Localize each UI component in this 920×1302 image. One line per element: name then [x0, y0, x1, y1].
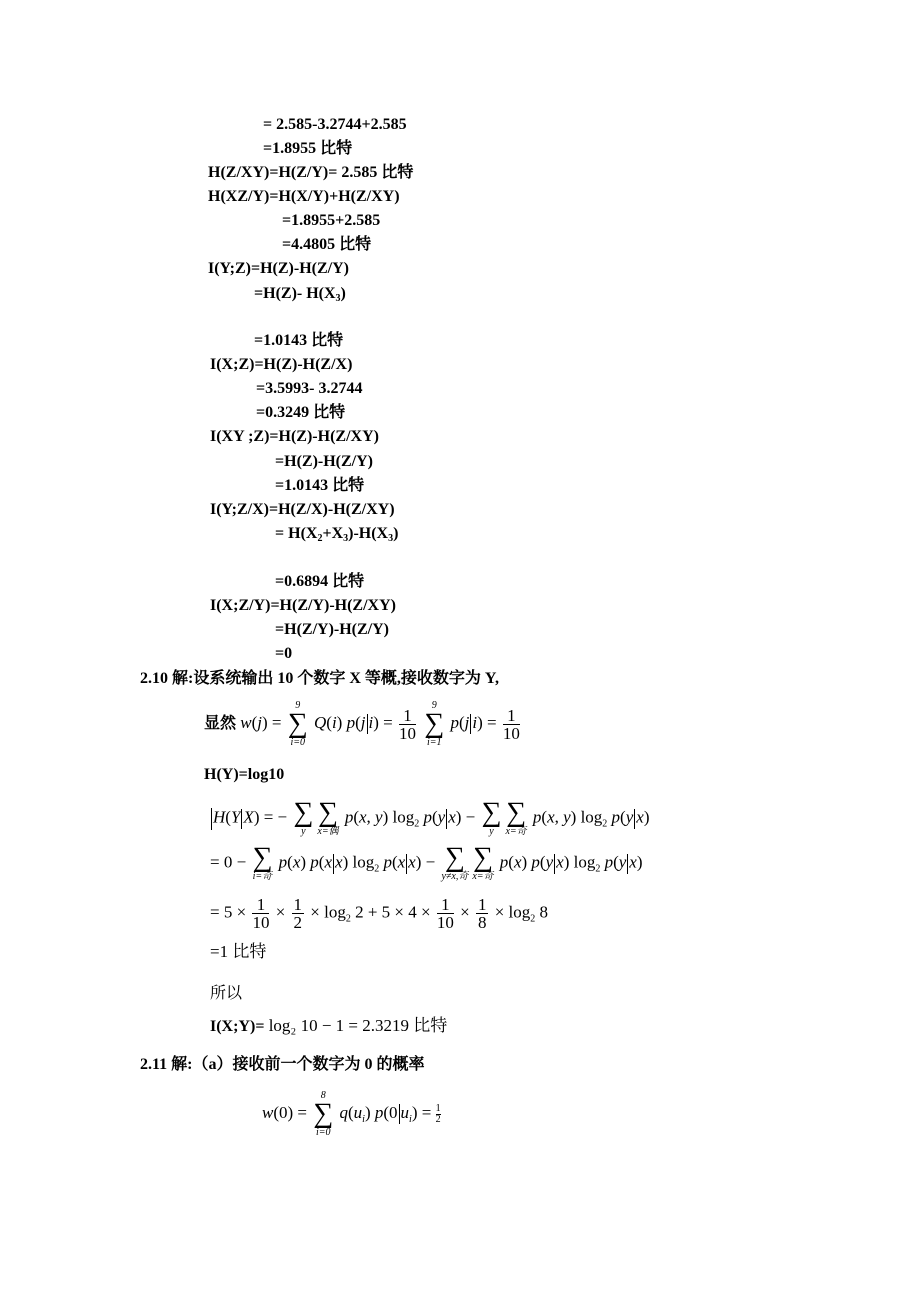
fraction: $\frac{1}{10}$ [398, 705, 416, 743]
formula-w-j: 显然 w(j) = 9 ∑ i=0 Q(i) p(j i) = $\frac{1}{10}$ 9 ∑ i=1 p(j i) = $\frac{1}{10}$ [204, 700, 520, 748]
fraction: $\frac{1}{10}$ [502, 705, 520, 743]
line-15: =1.0143 比特 [275, 477, 365, 494]
line-1: = 2.585-3.2744+2.585 [263, 116, 407, 133]
sum-symbol: 9 ∑ i=1 [424, 700, 445, 748]
line-17-sub3: 3 [388, 533, 394, 544]
line-12: =0.3249 比特 [256, 404, 346, 421]
line-6: =4.4805 比特 [282, 236, 372, 253]
formula-hyx-1: H(Y X) = − ∑ y ∑ x=偶 p(x, y) $\log_2 p(y$ x) − ∑ y ∑ x=奇 p(x, y) $\log_2 p(y$ x) [213, 797, 650, 837]
ixy-value: log₂ 10 − 1 = 2.3219 比特 [268, 1016, 448, 1035]
line-21: =0 [275, 645, 293, 662]
line-8-sub: 3 [335, 293, 341, 304]
problem-2-10-heading: 2.10 解:设系统输出 10 个数字 X 等概,接收数字为 Y, [140, 670, 499, 687]
ixy-line [210, 1014, 447, 1039]
line-9: =1.0143 比特 [254, 332, 344, 349]
result-1-bit: =1 比特 [210, 942, 267, 961]
formula-hyx-2: = 0 − ∑ i=奇 p(x) p(x x) $\log_2 p(x$ x) − ∑ y≠x,奇 ∑ x=奇 p(x) p(y x) $\log_2 p(y$ x) [210, 842, 643, 882]
line-17 [275, 524, 398, 549]
line-5: =1.8955+2.585 [282, 212, 381, 229]
formula-hyx-3: = 5 × $\frac{1}{10}$ × $\frac{1}{2}$ × $\log_2 2 + 5 \times 4$ × $\frac{1}{10}$ × $\frac{1}{8}$ × $\log_2 8$ [210, 895, 549, 932]
line-4: H(XZ/Y)=H(X/Y)+H(Z/XY) [208, 188, 400, 205]
therefore-label: 所以 [210, 983, 243, 1002]
line-14: =H(Z)-H(Z/Y) [275, 453, 373, 470]
line-10: I(X;Z)=H(Z)-H(Z/X) [210, 356, 353, 373]
line-17-b: +X [322, 525, 344, 542]
line-8-close: ) [340, 285, 346, 302]
line-17-d: ) [393, 525, 399, 542]
line-17-a: = H(X [275, 525, 318, 542]
line-17-sub2: 3 [343, 533, 349, 544]
line-13: I(XY ;Z)=H(Z)-H(Z/XY) [210, 428, 379, 445]
line-2: =1.8955 比特 [263, 140, 353, 157]
hy-line: H(Y)=log10 [204, 766, 285, 783]
line-11: =3.5993- 3.2744 [256, 380, 363, 397]
formula-w-0: w(0) = 8 ∑ i=0 $q(u_i)$ p(0 $u_i$) = $\frac{1}{2}$ [262, 1090, 441, 1138]
problem-2-11-heading: 2.11 解:（a）接收前一个数字为 0 的概率 [140, 1056, 425, 1073]
line-17-sub1: 2 [317, 533, 323, 544]
line-17-c: )-H(X [348, 525, 389, 542]
line-8-text: =H(Z)- H(X [254, 285, 336, 302]
line-16: I(Y;Z/X)=H(Z/X)-H(Z/XY) [210, 501, 395, 518]
line-7: I(Y;Z)=H(Z)-H(Z/Y) [208, 260, 349, 277]
sum-symbol: 9 ∑ i=0 [287, 700, 308, 748]
line-3: H(Z/XY)=H(Z/Y)= 2.585 比特 [208, 164, 414, 181]
line-18: =0.6894 比特 [275, 573, 365, 590]
ixy-label: I(X;Y)= [210, 1018, 265, 1035]
line-20: =H(Z/Y)-H(Z/Y) [275, 621, 389, 638]
line-8 [254, 284, 346, 309]
obvious-label: 显然 [204, 712, 237, 732]
line-19: I(X;Z/Y)=H(Z/Y)-H(Z/XY) [210, 597, 396, 614]
